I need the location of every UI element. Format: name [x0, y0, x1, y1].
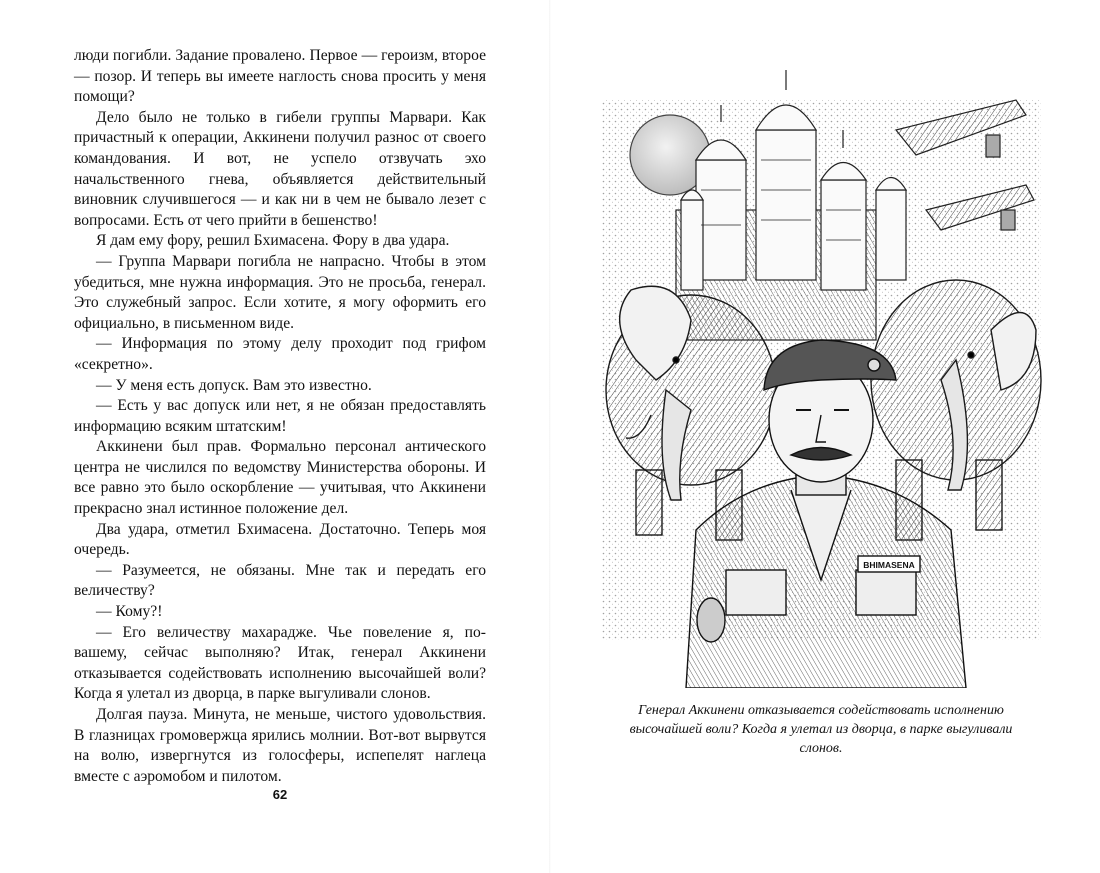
paragraph: люди погибли. Задание провалено. Первое — героизм, второе — позор. И теперь вы имеете наглость снова просить у меня помощи?	[74, 47, 486, 106]
paragraph: — У меня есть допуск. Вам это известно.	[96, 376, 372, 394]
paragraph: — Есть у вас допуск или нет, я не обязан предоставлять информацию всяким штатским!	[74, 397, 486, 435]
illustration	[596, 60, 1046, 688]
paragraph: Дело было не только в гибели группы Марвари. Как причастный к операции, Аккинени получил разнос от своего командования. И вот, не успело отзвучать эхо начальственного гнева, объявляется действительный виновник случившегося — и как ни в чем не бывало лезет с вопросами. Есть от чего прийти в бешенство!	[74, 108, 486, 229]
page-number: 62	[272, 787, 288, 802]
paragraph: — Информация по этому делу проходит под грифом «секретно».	[74, 335, 486, 373]
text-column	[74, 46, 486, 787]
paragraph: Два удара, отметил Бхимасена. Достаточно. Теперь моя очередь.	[74, 520, 486, 559]
paragraph: Аккинени был прав. Формально персонал антического центра не числился по ведомству Министерства обороны. И все равно это было оскорбление — учитывая, что Аккинени прекрасно знал истинное положение дел.	[74, 438, 486, 518]
paragraph: — Группа Марвари погибла не напрасно. Чтобы в этом убедиться, мне нужна информация. Это не просьба, генерал. Это служебный запрос. Если хотите, я могу оформить его официально, в письменном виде.	[74, 252, 486, 332]
illustration-caption: Генерал Аккинени отказывается содействовать исполнению высочайшей воли? Когда я улетал из дворца, в парке выгуливали слонов.	[629, 703, 1013, 756]
book-gutter	[549, 0, 551, 873]
paragraph: — Его величеству махарадже. Чье повеление я, по-вашему, сейчас выполняю? Итак, генерал Аккинени отказывается содействовать исполнению высочайшей воли? Когда я улетал из дворца, в парке выгуливали слонов.	[74, 623, 486, 703]
name-tag-text: BHIMASENA	[863, 560, 915, 570]
paragraph: Я дам ему фору, решил Бхимасена. Фору в два удара.	[96, 232, 450, 250]
paragraph: — Разумеется, не обязаны. Мне так и передать его величеству?	[74, 561, 486, 600]
paragraph: — Кому?!	[96, 603, 163, 621]
paragraph: Долгая пауза. Минута, не меньше, чистого удовольствия. В глазницах громовержца ярились молнии. Вот-вот вырвутся на волю, извергнутся из голосферы, испепелят наглеца вместе с аэромобом и пилотом.	[74, 706, 486, 785]
